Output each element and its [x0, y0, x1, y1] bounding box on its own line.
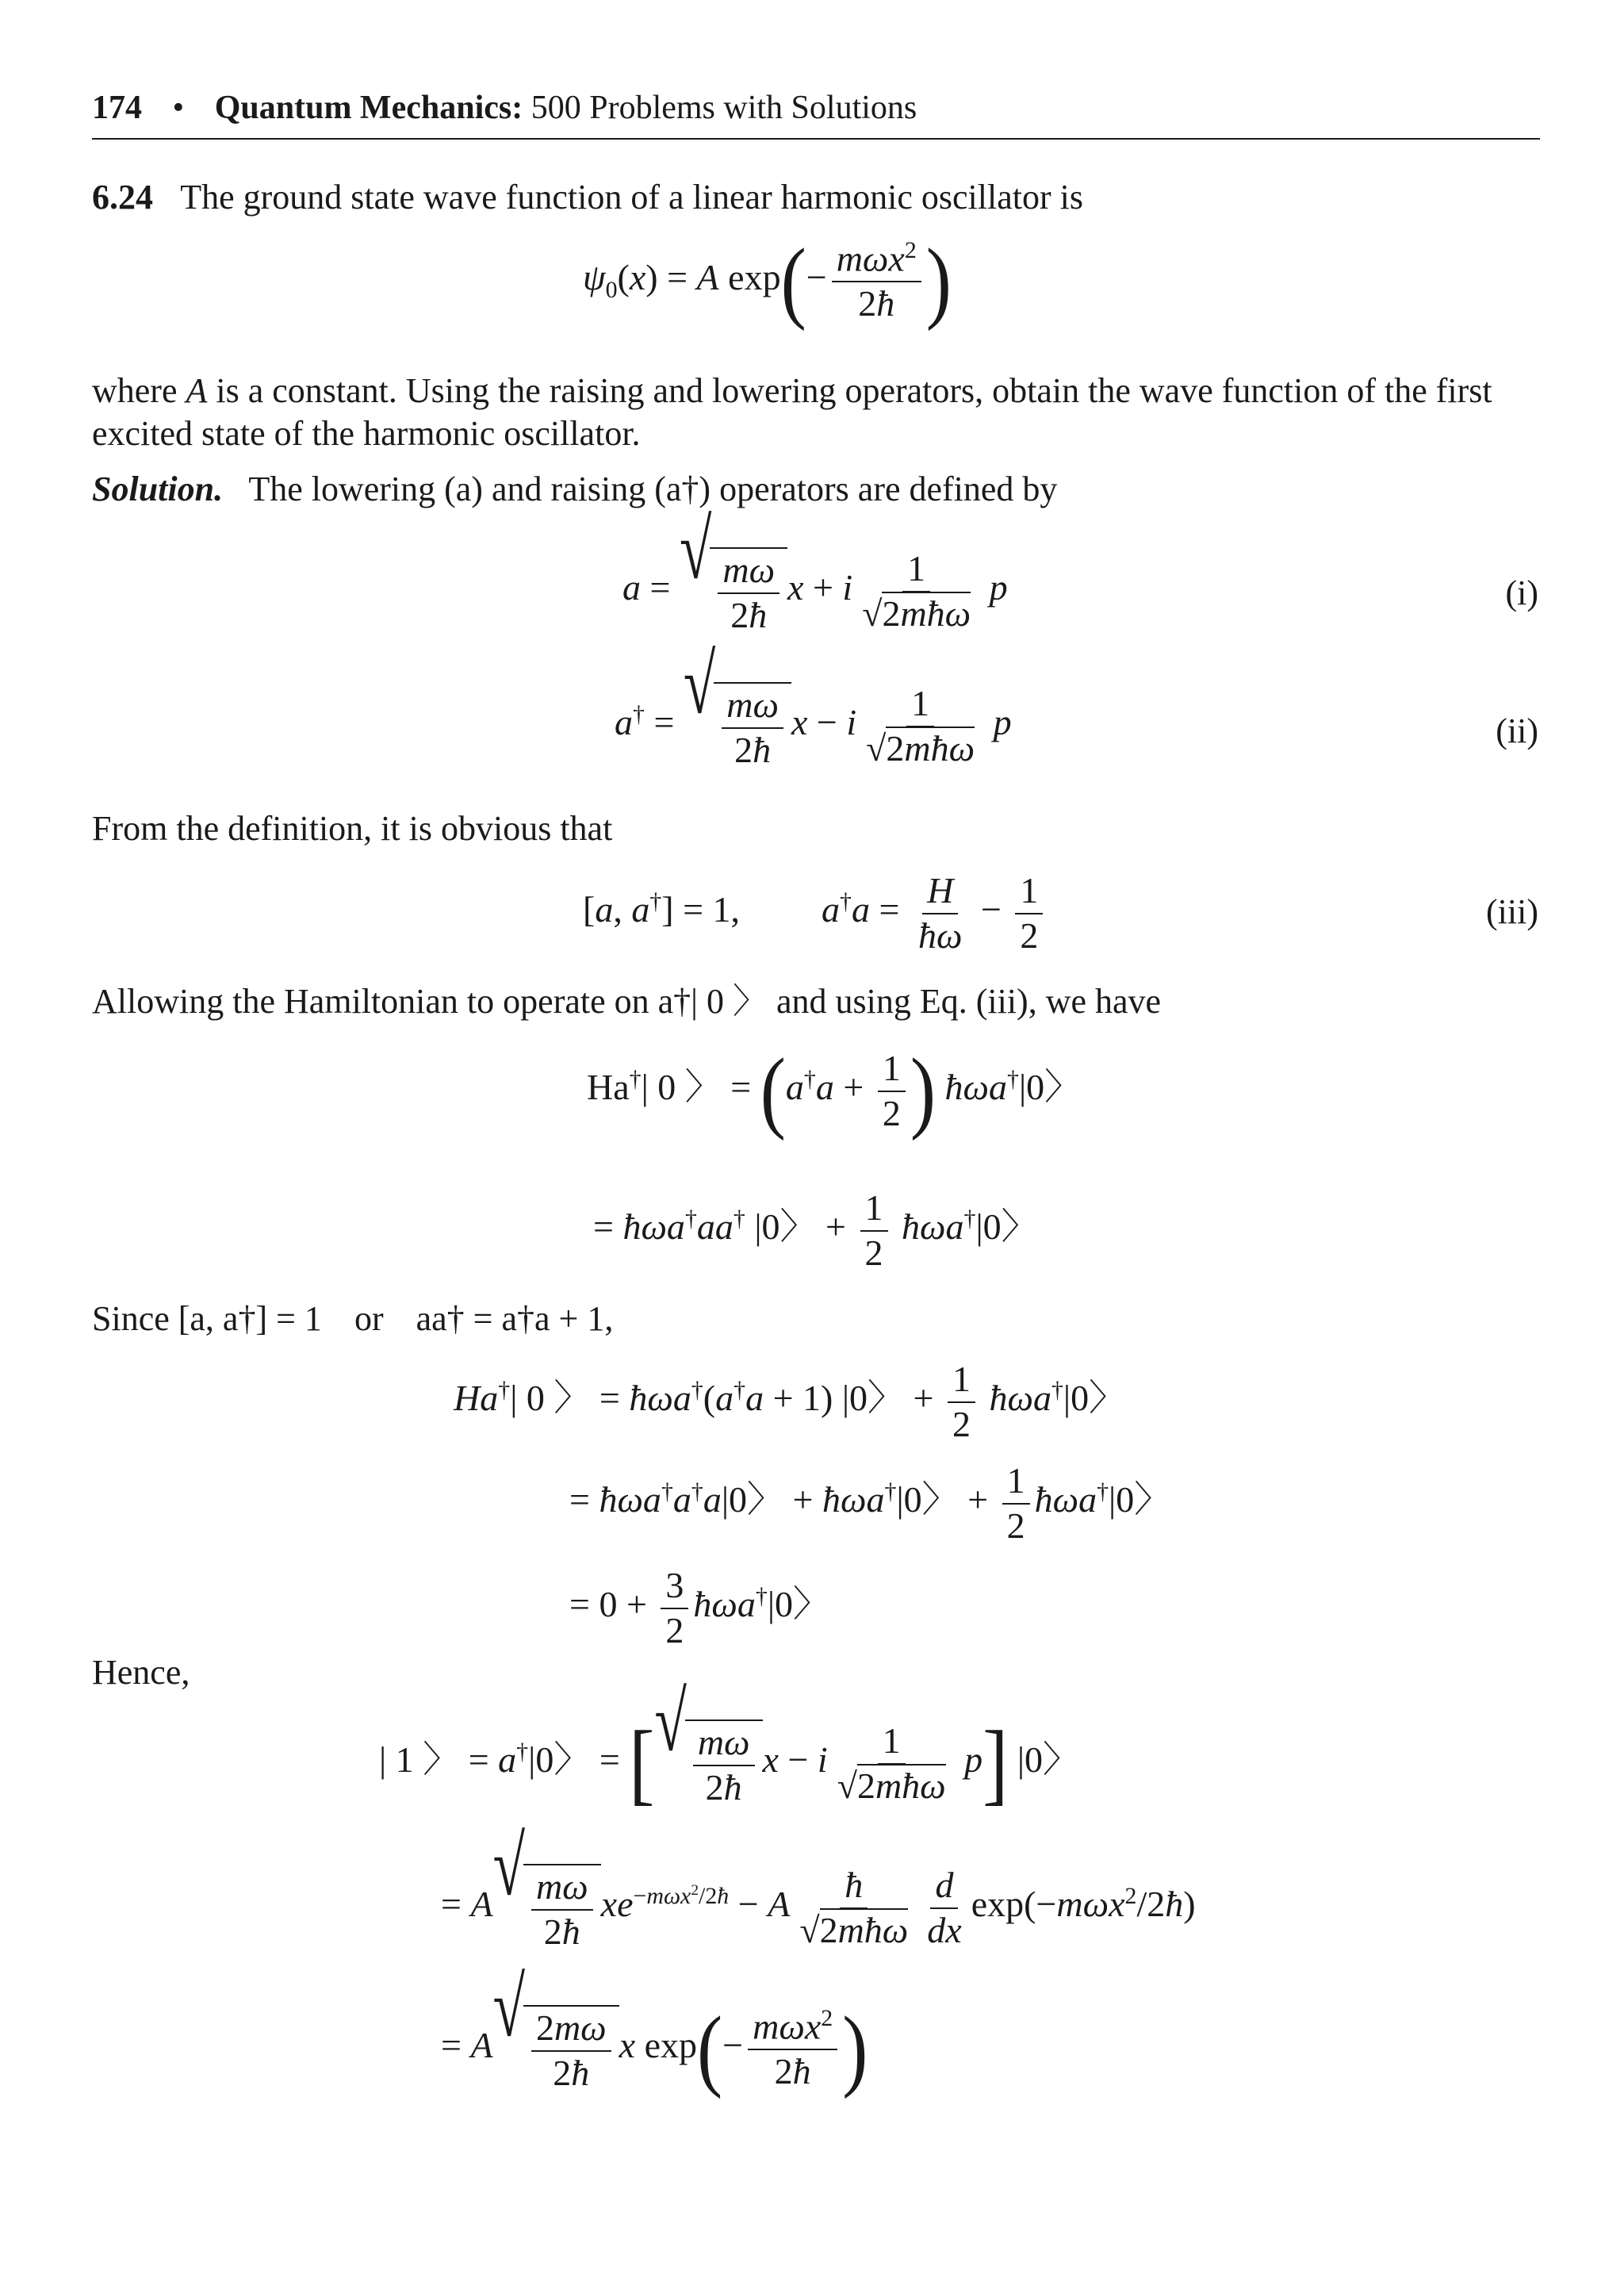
- equation-raising-operator: a† = √ $\frac{m\omega}{2ħ}$ x − i $\frac{1}{\text{√2mħω}}$ p: [615, 636, 1012, 770]
- equation-first-excited-2: = A √ $\frac{m\omega}{2ħ}$ $xe^{-m\omega x^2/2ħ} - A$ $\frac{ħ}{\text{√2mħω}}$ $\frac{d}{dx}$ exp(−mωx$^2$/2ħ): [441, 1818, 1196, 1952]
- book-title: Quantum Mechanics:: [214, 90, 523, 126]
- page-number: 174: [92, 90, 142, 126]
- header-bullet: •: [172, 90, 185, 126]
- running-header: [92, 89, 1540, 140]
- equation-first-excited-3: = A √ $\frac{2m\omega}{2ħ}$ x exp(− $\frac{m\omega x^2}{2ħ}$ ): [441, 1959, 868, 2099]
- equation-ground-state: $\psi_0(x) = A$ exp(− $\frac{m\omega x^2}{2ħ}$ ): [583, 229, 952, 332]
- solution-intro-text: The lowering (a) and raising (a†) operators are defined by: [248, 470, 1058, 508]
- equation-hamiltonian-step-3: Ha†| 0 〉 = ħωa†(a†a + 1) |0〉 + $\frac{1}{2}$ ħωa†|0〉: [454, 1359, 1126, 1444]
- problem-number: 6.24: [92, 178, 153, 217]
- problem-statement: [92, 176, 1543, 219]
- hence-text: Hence,: [92, 1653, 190, 1692]
- equation-hamiltonian-step-2: = ħωa†aa† |0〉 + $\frac{1}{2}$ ħωa†|0〉: [593, 1187, 1038, 1273]
- equation-hamiltonian-step-5: = 0 + $\frac{3}{2}$ ħωa†|0〉: [569, 1565, 830, 1650]
- equation-tag-i: (i): [1505, 573, 1538, 612]
- equation-hamiltonian-step-1: Ha†| 0 〉 = (a†a + $\frac{1}{2}$ ) ħωa†|0〉: [587, 1039, 1082, 1141]
- allowing-text: Allowing the Hamiltonian to operate on a†| 0 〉 and using Eq. (iii), we have: [92, 982, 1162, 1021]
- equation-tag-ii: (ii): [1496, 711, 1538, 750]
- solution-intro: [92, 468, 1543, 511]
- equation-tag-iii: (iii): [1486, 892, 1538, 931]
- from-definition-text: From the definition, it is obvious that: [92, 809, 613, 848]
- since-line: Since [a, a†] = 1 or aa† = a†a + 1,: [92, 1299, 614, 1338]
- book-subtitle: 500 Problems with Solutions: [530, 90, 917, 126]
- where-paragraph: where A is a constant. Using the raising and lowering operators, obtain the wave function of the first excited state of the harmonic oscillator.: [92, 371, 1492, 453]
- equation-lowering-operator: a = √ $\frac{m\omega}{2ħ}$ x + i $\frac{1}{\text{√2mħω}}$ p: [622, 501, 1008, 635]
- solution-label: Solution.: [92, 470, 224, 508]
- equation-hamiltonian-step-4: = ħωa†a†a|0〉 + ħωa†|0〉 + $\frac{1}{2}$ ħωa†|0〉: [569, 1460, 1171, 1546]
- problem-text: The ground state wave function of a linear harmonic oscillator is: [180, 178, 1083, 217]
- equation-first-excited-1: | 1 〉 = a†|0〉 = [ √ $\frac{m\omega}{2ħ}$ x − i $\frac{1}{\text{√2mħω}}$ p] |0〉: [379, 1673, 1080, 1814]
- equation-commutator: [a, a†] = 1, a†a = $\frac{H}{ħ\omega}$ − $\frac{1}{2}$: [583, 871, 1048, 956]
